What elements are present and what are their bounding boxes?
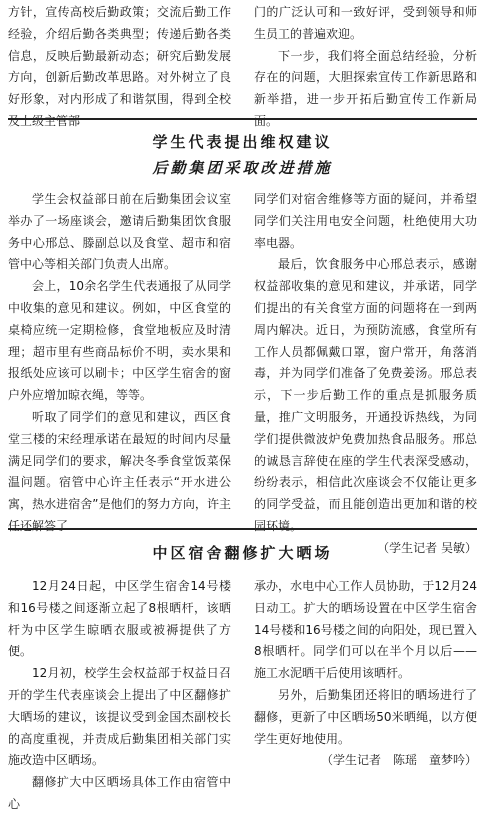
article2-left-column [8, 576, 231, 816]
article2-right-column [254, 576, 477, 772]
section-divider [8, 118, 477, 120]
paragraph: 承办，水电中心工作人员协助，于12月24日动工。扩大的晒场设置在中区学生宿舍14号楼和16号楼之间的向阳处，现已置入8根晒杆。同学们可以在半个月以后——施工水泥晒干后使用该晒杆。 [254, 579, 477, 681]
section-divider [8, 528, 477, 530]
byline: （学生记者 吴敏） [377, 540, 477, 555]
paragraph: 方针，宣传高校后勤政策；交流后勤工作经验，介绍后勤各类典型；传递后勤各类信息，反映后勤最新动态；研究后勤发展方向，创新后勤改革思路。对外树立了良好形象，对内形成了和谐氛围，得到全校及上级主管部 [8, 5, 231, 128]
article1-right-column [254, 189, 477, 560]
paragraph: 翻修扩大中区晒场具体工作由宿管中心 [8, 775, 231, 811]
paragraph: 同学们对宿舍维修等方面的疑问，并希望同学们关注用电安全问题，杜绝使用大功率电器。 [254, 192, 477, 250]
paragraph: 听取了同学们的意见和建议，西区食堂三楼的宋经理承诺在最短的时间内尽量满足同学们的要求，解决冬季食堂饭菜保温问题。宿管中心许主任表示“开水进公寓，热水进宿舍”是他们的努力方向，许主任还解答了 [8, 409, 231, 533]
article-title: 学生代表提出维权建议 [152, 133, 333, 151]
byline: （学生记者 陈瑶 童梦吟） [320, 753, 477, 768]
article1-left-column [8, 189, 231, 538]
paragraph: 会上，10余名学生代表通报了从同学中收集的意见和建议。例如，中区食堂的桌椅应统一定期检修，食堂地板应及时清理；超市里有些商品标价不明，卖水果和报纸处应该可以刷卡；中区学生宿舍的窗户外应增加晾衣绳，等等。 [8, 279, 231, 403]
paragraph: 12月初，校学生会权益部于权益日召开的学生代表座谈会上提出了中区翻修扩大晒场的建议，该提议受到金国杰副校长的高度重视，并责成后勤集团相关部门实施改造中区晒场。 [8, 666, 231, 768]
top-right-column [254, 2, 477, 133]
paragraph: 门的广泛认可和一致好评，受到领导和师生员工的普遍欢迎。 [254, 5, 477, 41]
paragraph: 学生会权益部日前在后勤集团会议室举办了一场座谈会，邀请后勤集团饮食服务中心邢总、滕副总以及食堂、超市和宿管中心等相关部门负责人出席。 [8, 192, 231, 272]
article-subtitle: 后勤集团采取改进措施 [152, 159, 333, 177]
paragraph: 最后，饮食服务中心邢总表示，感谢权益部收集的意见和建议，并承诺，同学们提出的有关食堂方面的问题将在一到两周内解决。近日，为预防流感，食堂所有工作人员都佩戴口罩，窗户常开，角落消毒，并为同学们准备了免费姜汤。邢总表示，下一步后勤工作的重点是抓服务质量，推广文明服务，开通投诉热线，为同学们提供微波炉免费加热食品服务。邢总的诚恳言辞使在座的学生代表深受感动，纷纷表示，相信此次座谈会不仅能让更多的同学受益，而且能创造出更加和谐的校园环境。 [254, 257, 477, 533]
article-title: 中区宿舍翻修扩大晒场 [152, 544, 333, 562]
paragraph: 12月24日起，中区学生宿舍14号楼和16号楼之间逐渐立起了8根晒杆，该晒杆为中区学生晾晒衣服或被褥提供了方便。 [8, 579, 231, 659]
paragraph: 下一步，我们将全面总结经验，分析存在的问题，大胆探索宣传工作新思路和新举措，进一步开拓后勤宣传工作新局面。 [254, 48, 477, 128]
top-left-column [8, 2, 231, 133]
paragraph: 另外，后勤集团还将旧的晒场进行了翻修，更新了中区晒场50米晒绳，以方便学生更好地使用。 [254, 687, 477, 746]
